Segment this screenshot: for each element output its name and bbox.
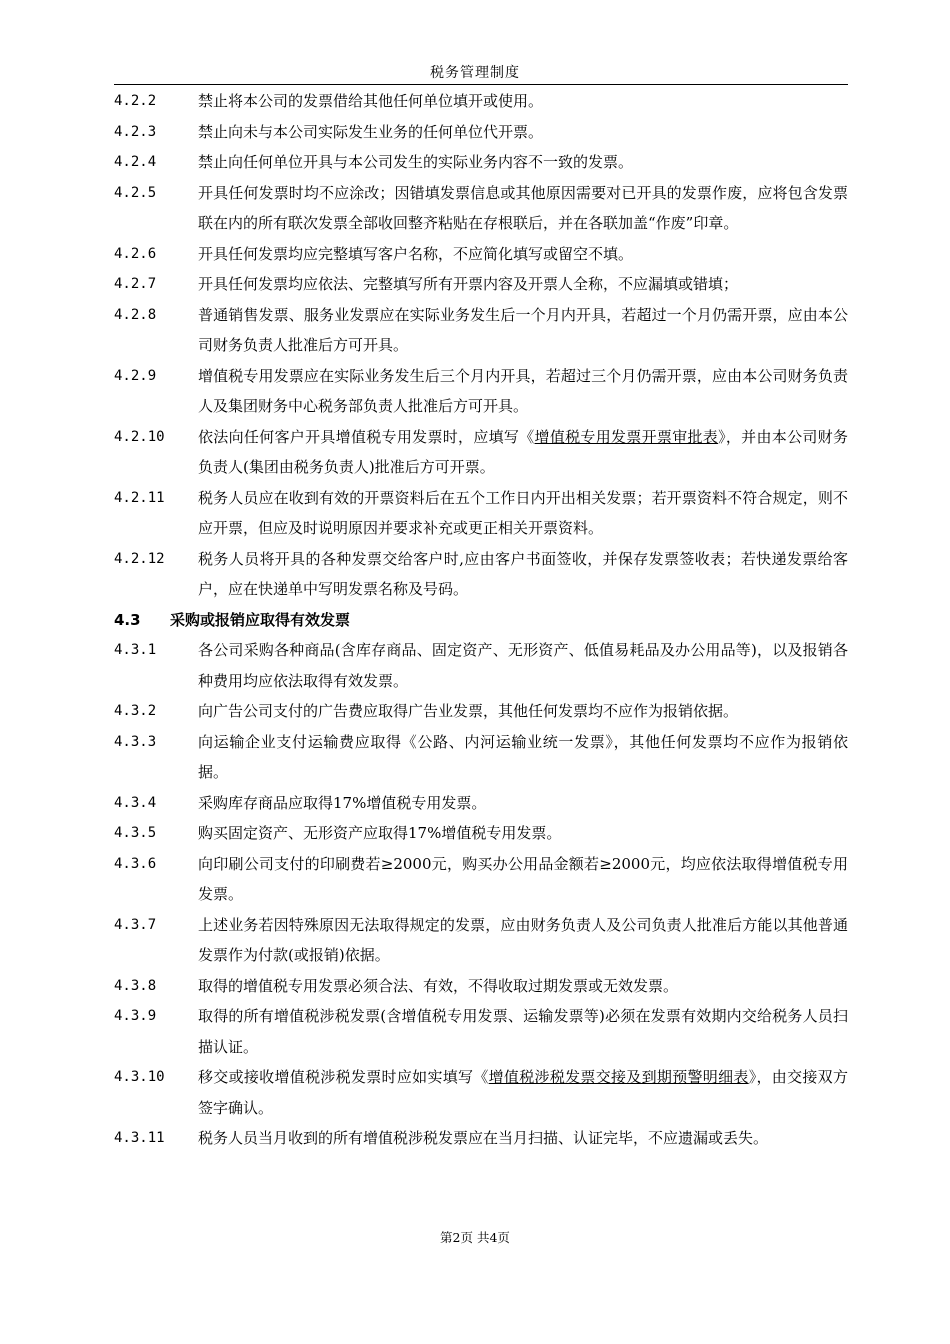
clause-text xyxy=(198,635,848,696)
clause-text-main: 取得的所有增值税涉税发票(含增值税专用发票、运输发票等)必须在发票有效期内交给税务人员扫描认证。 xyxy=(198,1007,848,1056)
clause-item xyxy=(114,727,848,788)
clause-number: 4.2.9 xyxy=(114,367,157,384)
clause-item xyxy=(114,1001,848,1062)
document-body xyxy=(114,86,848,1154)
clause-text xyxy=(198,1001,848,1062)
clause-text-main: 开具任何发票时均不应涂改；因错填发票信息或其他原因需要对已开具的发票作废，应将包含发票联在内的所有联次发票全部收回整齐粘贴在存根联后，并在各联加盖“作废”印章。 xyxy=(198,183,848,232)
clause-text xyxy=(198,696,848,727)
clause-text xyxy=(198,544,848,605)
clause-text-main: 取得的增值税专用发票必须合法、有效，不得收取过期发票或无效发票。 xyxy=(198,976,679,995)
clause-text xyxy=(198,788,848,819)
clause-list-4-2 xyxy=(114,86,848,605)
clause-text-main: 禁止向任何单位开具与本公司发生的实际业务内容不一致的发票。 xyxy=(198,153,634,171)
clause-list-4-3 xyxy=(114,635,848,1154)
clause-text xyxy=(198,117,848,148)
clause-text xyxy=(198,300,848,361)
clause-text-main: 普通销售发票、服务业发票应在实际业务发生后一个月内开具，若超过一个月仍需开票，应由本公司财务负责人批准后方可开具。 xyxy=(198,305,848,354)
clause-number: 4.2.8 xyxy=(114,306,157,323)
section-heading xyxy=(114,605,848,636)
clause-number: 4.2.3 xyxy=(114,123,157,140)
clause-number: 4.2.6 xyxy=(114,245,157,262)
clause-text xyxy=(198,361,848,422)
clause-item xyxy=(114,483,848,544)
clause-number: 4.3.11 xyxy=(114,1130,165,1146)
clause-number: 4.3.1 xyxy=(114,642,157,658)
clause-text xyxy=(198,818,848,849)
clause-text-main: 各公司采购各种商品(含库存商品、固定资产、无形资产、低值易耗品及办公用品等)，以及报销各种费用均应依法取得有效发票。 xyxy=(198,641,848,690)
clause-text-main: 依法向任何客户开具增值税专用发票时，应填写《 xyxy=(198,427,535,446)
clause-text-main: 税务人员当月收到的所有增值税涉税发票应在当月扫描、认证完毕，不应遗漏或丢失。 xyxy=(198,1129,769,1147)
clause-number: 4.3.5 xyxy=(114,825,157,841)
clause-number: 4.3.10 xyxy=(114,1069,165,1085)
clause-text-main: 向印刷公司支付的印刷费若≥2000元，购买办公用品金额若≥2000元，均应依法取得增值税专用发票。 xyxy=(198,854,848,903)
clause-item xyxy=(114,696,848,727)
clause-item xyxy=(114,1062,848,1123)
clause-item xyxy=(114,788,848,819)
clause-number: 4.3.4 xyxy=(114,794,157,811)
clause-text xyxy=(198,483,848,544)
clause-text-main: 上述业务若因特殊原因无法取得规定的发票，应由财务负责人及公司负责人批准后方能以其他普通发票作为付款(或报销)依据。 xyxy=(198,915,848,964)
clause-number: 4.3.9 xyxy=(114,1008,157,1024)
clause-text xyxy=(198,849,848,910)
page-footer: 第2页 共4页 xyxy=(440,1230,510,1245)
clause-item xyxy=(114,239,848,270)
clause-number: 4.3.2 xyxy=(114,703,157,719)
form-name-link: 增值税涉税发票交接及到期预警明细表 xyxy=(488,1068,749,1086)
clause-text xyxy=(198,971,848,1002)
form-name-link: 增值税专用发票开票审批表 xyxy=(534,427,719,446)
clause-text-main: 开具任何发票均应依法、完整填写所有开票内容及开票人全称，不应漏填或错填； xyxy=(198,275,739,293)
clause-item xyxy=(114,178,848,239)
clause-text-tail: 》，并由本公司财务负责人(集团由税务负责人)批准后方可开票。 xyxy=(198,427,848,476)
section-number: 4.3 xyxy=(114,610,141,629)
clause-text xyxy=(198,269,848,300)
clause-text-main: 禁止向未与本公司实际发生业务的任何单位代开票。 xyxy=(198,122,544,141)
section-title: 采购或报销应取得有效发票 xyxy=(170,610,351,629)
clause-text xyxy=(198,147,848,178)
clause-number: 4.2.5 xyxy=(114,184,157,201)
clause-item xyxy=(114,635,848,696)
clause-text-main: 禁止将本公司的发票借给其他任何单位填开或使用。 xyxy=(198,92,544,110)
clause-text xyxy=(198,239,848,270)
clause-item xyxy=(114,300,848,361)
clause-item xyxy=(114,818,848,849)
clause-item xyxy=(114,1123,848,1154)
clause-text-main: 税务人员应在收到有效的开票资料后在五个工作日内开出相关发票；若开票资料不符合规定，则不应开票，但应及时说明原因并要求补充或更正相关开票资料。 xyxy=(198,488,848,537)
clause-text-tail: 》，由交接双方签字确认。 xyxy=(198,1068,848,1117)
clause-item xyxy=(114,910,848,971)
clause-text-main: 增值税专用发票应在实际业务发生后三个月内开具，若超过三个月仍需开票，应由本公司财务负责人及集团财务中心税务部负责人批准后方可开具。 xyxy=(198,366,848,415)
clause-text-main: 开具任何发票均应完整填写客户名称，不应简化填写或留空不填。 xyxy=(198,244,634,263)
clause-item xyxy=(114,971,848,1002)
clause-text-main: 向广告公司支付的广告费应取得广告业发票，其他任何发票均不应作为报销依据。 xyxy=(198,702,739,720)
clause-item xyxy=(114,422,848,483)
clause-item xyxy=(114,86,848,117)
clause-text-main: 购买固定资产、无形资产应取得17%增值税专用发票。 xyxy=(198,824,562,842)
clause-number: 4.3.3 xyxy=(114,733,157,750)
clause-number: 4.2.12 xyxy=(114,550,165,567)
clause-text-main: 采购库存商品应取得17%增值税专用发票。 xyxy=(198,793,487,812)
clause-item xyxy=(114,361,848,422)
clause-text-main: 向运输企业支付运输费应取得《公路、内河运输业统一发票》，其他任何发票均不应作为报销依据。 xyxy=(198,732,848,781)
clause-item xyxy=(114,269,848,300)
clause-text xyxy=(198,910,848,971)
clause-text xyxy=(198,86,848,117)
clause-number: 4.3.8 xyxy=(114,977,157,994)
clause-text xyxy=(198,1062,848,1123)
clause-text xyxy=(198,422,848,483)
clause-number: 4.2.2 xyxy=(114,93,157,109)
clause-item xyxy=(114,849,848,910)
clause-item xyxy=(114,117,848,148)
clause-text xyxy=(198,178,848,239)
clause-text xyxy=(198,1123,848,1154)
clause-text-main: 移交或接收增值税涉税发票时应如实填写《 xyxy=(198,1068,489,1086)
clause-text-main: 税务人员将开具的各种发票交给客户时,应由客户书面签收，并保存发票签收表；若快递发票给客户，应在快递单中写明发票名称及号码。 xyxy=(198,549,848,598)
clause-number: 4.3.6 xyxy=(114,855,157,872)
clause-text xyxy=(198,727,848,788)
clause-number: 4.2.10 xyxy=(114,428,165,445)
clause-item xyxy=(114,147,848,178)
page-header-title: 税务管理制度 xyxy=(430,65,520,81)
clause-number: 4.2.4 xyxy=(114,154,157,170)
clause-number: 4.2.11 xyxy=(114,489,165,506)
clause-item xyxy=(114,544,848,605)
clause-number: 4.2.7 xyxy=(114,276,157,292)
clause-number: 4.3.7 xyxy=(114,916,157,933)
header-divider xyxy=(114,84,848,85)
